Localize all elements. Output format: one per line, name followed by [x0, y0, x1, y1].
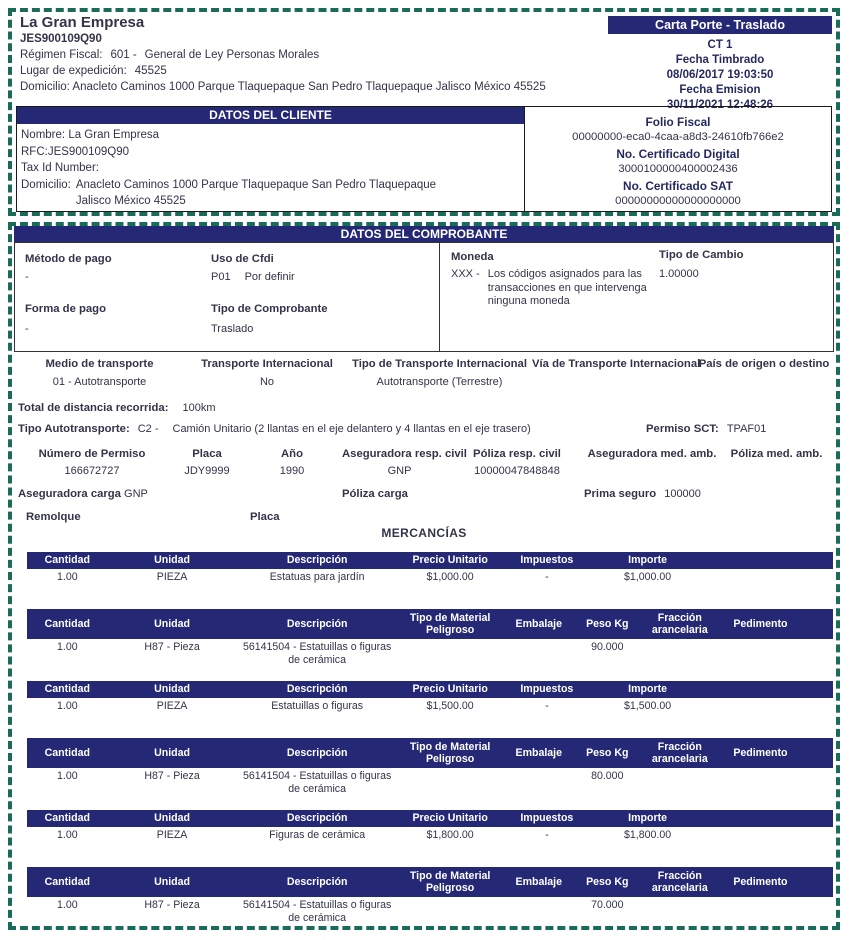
cell-value: PIEZA: [156, 829, 188, 841]
column-header: Peso Kg: [586, 875, 629, 888]
column-header: Tipo de Material Peligroso: [409, 740, 491, 765]
cell-value: $1,000.00: [426, 571, 474, 583]
cell-value: [720, 639, 801, 669]
table-header-row: [27, 681, 833, 698]
cell-value: [720, 768, 801, 798]
seguro-col-value: [577, 465, 727, 477]
stamp-timbrado-label: Fecha Timbrado: [675, 54, 765, 66]
cell-value: [398, 897, 503, 927]
seguro-col-value: [727, 465, 826, 477]
stamp-emision-label: Fecha Emision: [679, 84, 761, 96]
permiso-sct-line: [646, 423, 766, 435]
stamp-block: [608, 38, 832, 113]
client-domicilio: [21, 177, 516, 210]
moneda-code: XXX -: [451, 268, 480, 280]
cell-value: [503, 768, 576, 798]
folio-fiscal-value: 00000000-eca0-4caa-a8d3-24610fb766e2: [572, 130, 784, 143]
cell-value: $1,000.00: [624, 571, 672, 583]
column-header: Tipo de Material Peligroso: [409, 611, 491, 636]
column-header: Unidad: [154, 875, 191, 888]
tipo-cambio-value: 1.00000: [659, 268, 699, 280]
column-header: Embalaje: [515, 875, 563, 888]
cell-value: H87 - Pieza: [144, 641, 200, 653]
cell-value: Estatuas para jardín: [269, 571, 365, 583]
column-header: Impuestos: [520, 554, 574, 567]
cell-value: H87 - Pieza: [144, 899, 200, 911]
seguro-col-value: GNP: [387, 465, 412, 477]
nombre-label: Nombre:: [21, 129, 66, 141]
column-header: Cantidad: [44, 617, 90, 630]
cell-value: 1.00: [56, 571, 78, 583]
moneda-label: Moneda: [451, 251, 494, 263]
client-taxid: Tax Id Number:: [21, 162, 99, 174]
transport-col-value: No: [259, 376, 275, 388]
cell-value: 1.00: [56, 829, 78, 841]
domicilio-value: Anacleto Caminos 1000 Parque Tlaquepaque San Pedro Tlaquepaque Jalisco México 45525: [72, 81, 546, 93]
column-header: [704, 817, 833, 821]
transport-col-label: Tipo de Transporte Internacional: [352, 358, 527, 370]
column-header: Descripción: [286, 812, 348, 825]
transport-value-row: [12, 376, 836, 388]
moneda-value: [451, 268, 660, 309]
cert-digital-value: 3000100000400002436: [618, 162, 738, 175]
document-type-banner: Carta Porte - Traslado: [608, 16, 832, 34]
cell-value: PIEZA: [156, 700, 188, 712]
mercancias-table: [27, 681, 833, 715]
column-header: Pedimento: [733, 746, 788, 759]
column-header: Importe: [628, 812, 667, 825]
fiscal-panel: [525, 107, 831, 211]
cell-value: 1.00: [56, 899, 78, 911]
mercancias-table: [27, 609, 833, 669]
transport-col-value: 01 - Autotransporte: [52, 376, 147, 388]
column-header: Embalaje: [515, 617, 563, 630]
uso-cfdi-value: [211, 271, 295, 283]
column-header: [801, 880, 833, 884]
client-domicilio-value: Anacleto Caminos 1000 Parque Tlaquepaque San Pedro Tlaquepaque Jalisco México 45525: [75, 178, 437, 207]
transport-col-value: Autotransporte (Terrestre): [376, 376, 503, 388]
metodo-pago-value: -: [25, 271, 29, 283]
body-section: [8, 222, 840, 930]
forma-pago-value: -: [25, 323, 29, 335]
transport-col-value: [532, 376, 692, 388]
cell-value: [398, 768, 503, 798]
seguro-col-value: 1990: [279, 465, 305, 477]
aseguradora-carga-line: [18, 488, 148, 500]
tipo-autotransporte-desc: Camión Unitario (2 llantas en el eje delantero y 4 llantas en el eje trasero): [172, 423, 531, 435]
cert-sat-label: No. Certificado SAT: [623, 179, 733, 193]
mercancias-table: [27, 867, 833, 927]
comprobante-section-title: DATOS DEL COMPROBANTE: [14, 226, 834, 242]
tipo-autotransporte-line: [18, 423, 531, 435]
cell-value: [398, 639, 503, 669]
column-header: Impuestos: [520, 683, 574, 696]
column-header: Unidad: [154, 617, 191, 630]
table-value-row: [27, 768, 833, 798]
prima-seguro-label: Prima seguro: [584, 488, 657, 500]
column-header: Descripción: [286, 554, 348, 567]
regimen-code: 601 -: [110, 49, 137, 61]
cell-value: H87 - Pieza: [144, 770, 200, 782]
uso-cfdi-desc: Por definir: [244, 271, 295, 283]
client-panel: [17, 107, 525, 211]
cell-value: 56141504 - Estatuillas o figuras de cerámica: [242, 770, 392, 795]
cell-value: [503, 639, 576, 669]
cell-value: 56141504 - Estatuillas o figuras de cerámica: [242, 641, 392, 666]
uso-cfdi-code: P01: [211, 271, 231, 283]
seguro-col-label: Póliza resp. civil: [473, 448, 561, 460]
seguro-col-label: Placa: [192, 448, 222, 460]
stamp-emision-value: 30/11/2021 12:48:26: [666, 99, 774, 111]
rfc-value: JES900109Q90: [47, 145, 130, 158]
stamp-timbrado-value: 08/06/2017 19:03:50: [666, 69, 774, 81]
cell-value: [801, 897, 833, 927]
lugar-value: 45525: [134, 65, 167, 77]
column-header: Unidad: [154, 812, 191, 825]
prima-seguro-line: [584, 488, 701, 500]
distancia-value: 100km: [182, 402, 216, 414]
column-header: Fracción arancelaria: [651, 611, 708, 636]
cell-value: [704, 698, 833, 715]
transport-col-value: [692, 376, 836, 388]
cell-value: [640, 768, 721, 798]
column-header: Cantidad: [44, 746, 90, 759]
seguro-header-row: [12, 448, 836, 460]
column-header: Embalaje: [515, 746, 563, 759]
cell-value: -: [545, 829, 549, 841]
column-header: Cantidad: [44, 554, 90, 567]
cell-value: 1.00: [56, 641, 78, 653]
cell-value: [704, 569, 833, 586]
seguro-col-label: Aseguradora resp. civil: [342, 448, 467, 460]
remolque-label: Remolque: [26, 511, 81, 523]
client-fiscal-box: [16, 106, 832, 212]
column-header: Peso Kg: [586, 746, 629, 759]
cell-value: [801, 639, 833, 669]
column-header: Tipo de Material Peligroso: [409, 869, 491, 894]
cert-digital-label: No. Certificado Digital: [616, 147, 740, 161]
seguro-col-value: 10000047848848: [474, 465, 560, 477]
table-value-row: [27, 639, 833, 669]
transport-col-label: Transporte Internacional: [201, 358, 333, 370]
cell-value: Estatuillas o figuras: [271, 700, 364, 712]
mercancias-table: [27, 552, 833, 586]
column-header: Unidad: [154, 554, 191, 567]
folio-fiscal-label: Folio Fiscal: [645, 115, 711, 129]
seguro-col-label: Póliza med. amb.: [730, 448, 823, 460]
column-header: Fracción arancelaria: [651, 740, 708, 765]
metodo-pago-label: Método de pago: [25, 253, 112, 265]
regimen-label: Régimen Fiscal:: [20, 49, 103, 61]
column-header: Peso Kg: [586, 617, 629, 630]
cell-value: $1,800.00: [426, 829, 474, 841]
cert-sat-value: 00000000000000000000: [615, 194, 741, 207]
table-value-row: [27, 827, 833, 844]
seguro-col-value: 166672727: [64, 465, 120, 477]
client-rfc: [21, 144, 516, 161]
header-section: [8, 8, 840, 216]
permiso-sct-value: TPAF01: [726, 423, 767, 435]
aseguradora-carga-value: GNP: [124, 488, 148, 500]
table-value-row: [27, 698, 833, 715]
transport-col-label: Medio de transporte: [45, 358, 154, 370]
column-header: Importe: [628, 554, 667, 567]
stamp-folio: CT 1: [707, 39, 733, 51]
cell-value: $1,500.00: [624, 700, 672, 712]
emitter-regimen: [20, 47, 546, 63]
moneda-desc: Los códigos asignados para las transacciones en que intervenga ninguna moneda: [487, 268, 647, 307]
table-value-row: [27, 897, 833, 927]
column-header: [704, 559, 833, 563]
cell-value: [704, 827, 833, 844]
column-header: Pedimento: [733, 617, 788, 630]
seguro-col-label: Año: [281, 448, 303, 460]
mercancias-tables: [27, 552, 833, 939]
tipo-comprobante-label: Tipo de Comprobante: [211, 303, 328, 315]
forma-pago-label: Forma de pago: [25, 303, 106, 315]
seguro-col-label: Número de Permiso: [38, 448, 146, 460]
emitter-block: [20, 14, 546, 95]
transport-col-label: Vía de Transporte Internacional: [532, 358, 701, 370]
column-header: Cantidad: [44, 875, 90, 888]
client-lines: [17, 124, 524, 210]
table-header-row: [27, 867, 833, 897]
client-section-title: DATOS DEL CLIENTE: [17, 107, 524, 124]
cell-value: 70.000: [591, 899, 624, 911]
column-header: [704, 688, 833, 692]
seguro-col-label: Aseguradora med. amb.: [587, 448, 717, 460]
column-header: Unidad: [154, 746, 191, 759]
seguro-col-value: JDY9999: [184, 465, 230, 477]
column-header: Cantidad: [44, 683, 90, 696]
column-header: Pedimento: [733, 875, 788, 888]
client-nombre: [21, 127, 516, 144]
tipo-autotransporte-label: Tipo Autotransporte:: [18, 423, 130, 435]
column-header: Importe: [628, 683, 667, 696]
transport-header-row: [12, 358, 836, 370]
table-value-row: [27, 569, 833, 586]
cell-value: 90.000: [591, 641, 624, 653]
cell-value: $1,800.00: [624, 829, 672, 841]
cell-value: PIEZA: [156, 571, 188, 583]
remolque-placa-label: Placa: [250, 511, 280, 523]
emitter-name: La Gran Empresa: [20, 14, 145, 31]
column-header: Precio Unitario: [412, 812, 488, 825]
domicilio-label: Domicilio:: [20, 81, 70, 93]
column-header: Descripción: [286, 683, 348, 696]
column-header: Unidad: [154, 683, 191, 696]
aseguradora-carga-label: Aseguradora carga: [18, 488, 121, 500]
mercancias-table: [27, 738, 833, 798]
client-domicilio-label: Domicilio:: [21, 178, 71, 191]
comprobante-divider: [439, 243, 440, 351]
column-header: Impuestos: [520, 812, 574, 825]
column-header: Descripción: [286, 617, 348, 630]
regimen-desc: General de Ley Personas Morales: [144, 49, 320, 61]
tipo-cambio-label: Tipo de Cambio: [659, 249, 744, 261]
emitter-rfc: JES900109Q90: [20, 33, 102, 45]
cell-value: 80.000: [591, 770, 624, 782]
table-header-row: [27, 609, 833, 639]
cell-value: -: [545, 571, 549, 583]
cell-value: [801, 768, 833, 798]
permiso-sct-label: Permiso SCT:: [646, 423, 719, 435]
column-header: [801, 622, 833, 626]
uso-cfdi-label: Uso de Cfdi: [211, 253, 274, 265]
nombre-value: La Gran Empresa: [68, 129, 160, 141]
cell-value: $1,500.00: [426, 700, 474, 712]
cell-value: [720, 897, 801, 927]
tipo-autotransporte-code: C2 -: [137, 423, 159, 435]
mercancias-table: [27, 810, 833, 844]
cell-value: [640, 639, 721, 669]
emitter-lugar: [20, 63, 546, 79]
mercancias-title: MERCANCÍAS: [381, 526, 467, 540]
comprobante-box: [14, 242, 834, 352]
cell-value: 1.00: [56, 700, 78, 712]
column-header: Descripción: [286, 746, 348, 759]
prima-seguro-value: 100000: [664, 488, 701, 500]
tipo-comprobante-value: Traslado: [211, 323, 254, 335]
column-header: Cantidad: [44, 812, 90, 825]
distancia-line: [18, 402, 216, 414]
cell-value: 1.00: [56, 770, 78, 782]
column-header: Precio Unitario: [412, 683, 488, 696]
column-header: Descripción: [286, 875, 348, 888]
distancia-label: Total de distancia recorrida:: [18, 402, 169, 414]
seguro-value-row: [12, 465, 836, 477]
column-header: [801, 751, 833, 755]
column-header: Precio Unitario: [412, 554, 488, 567]
cell-value: -: [545, 700, 549, 712]
cell-value: Figuras de cerámica: [269, 829, 366, 841]
column-header: Fracción arancelaria: [651, 869, 708, 894]
rfc-label: RFC:: [21, 145, 48, 158]
table-header-row: [27, 738, 833, 768]
poliza-carga-label: Póliza carga: [342, 488, 408, 500]
cell-value: [503, 897, 576, 927]
cell-value: 56141504 - Estatuillas o figuras de cerámica: [242, 899, 392, 924]
transport-col-label: País de origen o destino: [698, 358, 830, 370]
table-header-row: [27, 552, 833, 569]
lugar-label: Lugar de expedición:: [20, 65, 127, 77]
emitter-domicilio: [20, 79, 546, 95]
cell-value: [640, 897, 721, 927]
table-header-row: [27, 810, 833, 827]
